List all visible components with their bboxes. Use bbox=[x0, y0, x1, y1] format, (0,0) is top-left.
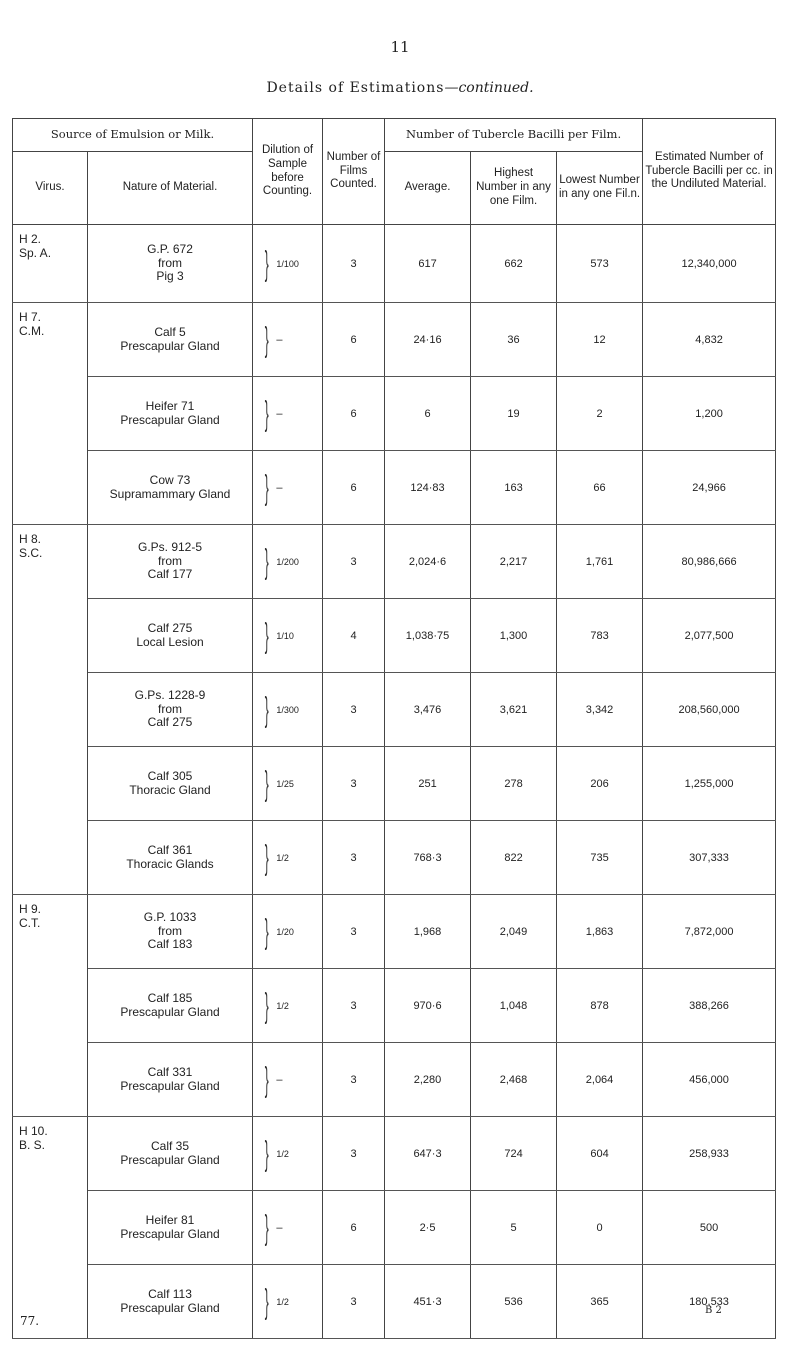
brace-icon: } bbox=[264, 616, 269, 655]
material-line: Prescapular Gland bbox=[120, 1152, 220, 1167]
material-cell bbox=[88, 525, 253, 599]
estimated-cell: 12,340,000 bbox=[643, 225, 776, 303]
films-cell: 6 bbox=[323, 451, 385, 525]
brace-icon: } bbox=[264, 764, 269, 803]
material-line: Calf 361 bbox=[147, 842, 193, 857]
virus-line: Sp. A. bbox=[19, 245, 52, 260]
dilution-cell bbox=[253, 821, 323, 895]
average-cell: 2,280 bbox=[385, 1043, 471, 1117]
dilution-value: 1/100 bbox=[276, 258, 299, 269]
estimated-cell: 4,832 bbox=[643, 303, 776, 377]
highest-cell: 278 bbox=[471, 747, 557, 821]
material-cell bbox=[88, 225, 253, 303]
dilution-value: – bbox=[276, 407, 283, 420]
table-row bbox=[13, 599, 776, 673]
brace-icon: } bbox=[264, 912, 269, 951]
brace-icon: } bbox=[264, 1208, 269, 1247]
dilution-value: 1/300 bbox=[276, 704, 299, 715]
virus-line: C.M. bbox=[19, 323, 45, 338]
virus-line: B. S. bbox=[19, 1137, 46, 1152]
material-cell bbox=[88, 747, 253, 821]
average-cell: 2·5 bbox=[385, 1191, 471, 1265]
material-cell bbox=[88, 377, 253, 451]
brace-icon: } bbox=[264, 320, 269, 359]
material-line: Thoracic Gland bbox=[129, 782, 211, 797]
virus-cell bbox=[13, 225, 88, 303]
brace-icon: } bbox=[264, 244, 269, 283]
brace-icon: } bbox=[264, 542, 269, 581]
material-line: Calf 5 bbox=[154, 324, 186, 339]
films-cell: 3 bbox=[323, 895, 385, 969]
material-line: Prescapular Gland bbox=[120, 1300, 220, 1315]
virus-line: H 9. bbox=[19, 902, 42, 916]
dilution-cell bbox=[253, 377, 323, 451]
material-cell bbox=[88, 969, 253, 1043]
title-main: Details of Estimations bbox=[266, 80, 445, 96]
brace-icon: } bbox=[264, 986, 269, 1025]
lowest-cell: 2 bbox=[557, 377, 643, 451]
material-cell bbox=[88, 451, 253, 525]
header-estimated: Estimated Number of Tubercle Bacilli per cc. in the Undiluted Material. bbox=[643, 119, 776, 225]
table-row bbox=[13, 969, 776, 1043]
table-row bbox=[13, 895, 776, 969]
films-cell: 6 bbox=[323, 377, 385, 451]
virus-line: C.T. bbox=[19, 915, 41, 930]
material-line: Prescapular Gland bbox=[120, 1226, 220, 1241]
average-cell: 647·3 bbox=[385, 1117, 471, 1191]
films-cell: 3 bbox=[323, 1265, 385, 1339]
table-row bbox=[13, 303, 776, 377]
lowest-cell: 604 bbox=[557, 1117, 643, 1191]
dilution-value: 1/20 bbox=[276, 926, 294, 937]
material-line: Calf 113 bbox=[148, 1286, 192, 1301]
material-cell bbox=[88, 599, 253, 673]
material-line: from bbox=[158, 553, 182, 568]
lowest-cell: 1,863 bbox=[557, 895, 643, 969]
highest-cell: 2,468 bbox=[471, 1043, 557, 1117]
header-average: Average. bbox=[385, 152, 471, 225]
material-cell bbox=[88, 303, 253, 377]
table-row bbox=[13, 225, 776, 303]
average-cell: 6 bbox=[385, 377, 471, 451]
header-films: Number of Films Counted. bbox=[323, 119, 385, 225]
films-cell: 6 bbox=[323, 1191, 385, 1265]
brace-icon: } bbox=[264, 1282, 269, 1321]
material-cell bbox=[88, 895, 253, 969]
highest-cell: 1,048 bbox=[471, 969, 557, 1043]
average-cell: 1,968 bbox=[385, 895, 471, 969]
material-cell bbox=[88, 1191, 253, 1265]
average-cell: 2,024·6 bbox=[385, 525, 471, 599]
table-row bbox=[13, 1265, 776, 1339]
dilution-cell bbox=[253, 747, 323, 821]
films-cell: 3 bbox=[323, 969, 385, 1043]
dilution-value: – bbox=[276, 1073, 283, 1086]
lowest-cell: 3,342 bbox=[557, 673, 643, 747]
lowest-cell: 783 bbox=[557, 599, 643, 673]
dilution-cell bbox=[253, 225, 323, 303]
lowest-cell: 573 bbox=[557, 225, 643, 303]
average-cell: 1,038·75 bbox=[385, 599, 471, 673]
material-line: Thoracic Glands bbox=[126, 856, 214, 871]
material-line: Pig 3 bbox=[156, 269, 184, 284]
material-line: Heifer 81 bbox=[145, 1212, 195, 1227]
dilution-value: – bbox=[276, 1221, 283, 1234]
brace-icon: } bbox=[264, 838, 269, 877]
material-cell bbox=[88, 1117, 253, 1191]
highest-cell: 3,621 bbox=[471, 673, 557, 747]
lowest-cell: 206 bbox=[557, 747, 643, 821]
title-continued: —continued. bbox=[444, 80, 534, 96]
material-line: Heifer 71 bbox=[145, 398, 195, 413]
brace-icon: } bbox=[264, 468, 269, 507]
material-line: Calf 177 bbox=[147, 567, 193, 582]
table-row bbox=[13, 673, 776, 747]
average-cell: 451·3 bbox=[385, 1265, 471, 1339]
table-row bbox=[13, 451, 776, 525]
table-row bbox=[13, 821, 776, 895]
header-lowest: Lowest Number in any one Fil.n. bbox=[557, 152, 643, 225]
table-row bbox=[13, 1043, 776, 1117]
estimated-cell: 1,255,000 bbox=[643, 747, 776, 821]
average-cell: 251 bbox=[385, 747, 471, 821]
virus-cell bbox=[13, 1117, 88, 1339]
films-cell: 4 bbox=[323, 599, 385, 673]
footer-left: 77. bbox=[20, 1314, 40, 1328]
films-cell: 3 bbox=[323, 1117, 385, 1191]
material-cell bbox=[88, 1265, 253, 1339]
highest-cell: 5 bbox=[471, 1191, 557, 1265]
material-cell bbox=[88, 1043, 253, 1117]
estimated-cell: 2,077,500 bbox=[643, 599, 776, 673]
material-cell bbox=[88, 673, 253, 747]
films-cell: 3 bbox=[323, 821, 385, 895]
films-cell: 3 bbox=[323, 673, 385, 747]
dilution-value: 1/10 bbox=[276, 630, 294, 641]
dilution-cell bbox=[253, 895, 323, 969]
dilution-cell bbox=[253, 673, 323, 747]
dilution-cell bbox=[253, 1191, 323, 1265]
highest-cell: 1,300 bbox=[471, 599, 557, 673]
page-title bbox=[0, 80, 800, 96]
dilution-value: 1/2 bbox=[276, 1296, 289, 1307]
dilution-value: – bbox=[276, 481, 283, 494]
average-cell: 3,476 bbox=[385, 673, 471, 747]
dilution-cell bbox=[253, 599, 323, 673]
table-row bbox=[13, 1191, 776, 1265]
estimated-cell: 7,872,000 bbox=[643, 895, 776, 969]
dilution-value: 1/25 bbox=[276, 778, 294, 789]
table-row bbox=[13, 525, 776, 599]
highest-cell: 163 bbox=[471, 451, 557, 525]
films-cell: 3 bbox=[323, 525, 385, 599]
brace-icon: } bbox=[264, 394, 269, 433]
header-virus: Virus. bbox=[13, 152, 88, 225]
estimated-cell: 388,266 bbox=[643, 969, 776, 1043]
material-line: from bbox=[158, 923, 182, 938]
virus-line: H 8. bbox=[19, 532, 42, 546]
material-line: Calf 331 bbox=[147, 1064, 193, 1079]
average-cell: 24·16 bbox=[385, 303, 471, 377]
material-line: G.P. 1033 bbox=[143, 909, 197, 924]
estimated-cell: 1,200 bbox=[643, 377, 776, 451]
page-number: 11 bbox=[390, 38, 410, 56]
material-line: Calf 275 bbox=[147, 715, 193, 730]
films-cell: 3 bbox=[323, 225, 385, 303]
films-cell: 3 bbox=[323, 747, 385, 821]
header-highest: Highest Number in any one Film. bbox=[471, 152, 557, 225]
lowest-cell: 66 bbox=[557, 451, 643, 525]
average-cell: 617 bbox=[385, 225, 471, 303]
header-source: Source of Emulsion or Milk. bbox=[13, 119, 253, 152]
highest-cell: 724 bbox=[471, 1117, 557, 1191]
highest-cell: 822 bbox=[471, 821, 557, 895]
material-line: Local Lesion bbox=[136, 634, 204, 649]
estimated-cell: 180,533 bbox=[643, 1265, 776, 1339]
dilution-cell bbox=[253, 1117, 323, 1191]
estimated-cell: 307,333 bbox=[643, 821, 776, 895]
material-line: Cow 73 bbox=[149, 472, 191, 487]
dilution-value: 1/2 bbox=[276, 1148, 289, 1159]
brace-icon: } bbox=[264, 1134, 269, 1173]
table-row bbox=[13, 377, 776, 451]
virus-cell bbox=[13, 525, 88, 895]
dilution-cell bbox=[253, 525, 323, 599]
material-line: Calf 305 bbox=[147, 768, 193, 783]
average-cell: 768·3 bbox=[385, 821, 471, 895]
table-row bbox=[13, 747, 776, 821]
lowest-cell: 2,064 bbox=[557, 1043, 643, 1117]
average-cell: 970·6 bbox=[385, 969, 471, 1043]
dilution-cell bbox=[253, 303, 323, 377]
material-line: Calf 35 bbox=[150, 1138, 190, 1153]
films-cell: 3 bbox=[323, 1043, 385, 1117]
virus-cell bbox=[13, 303, 88, 525]
material-line: G.Ps. 912-5 bbox=[137, 539, 203, 554]
material-line: Calf 275 bbox=[147, 620, 193, 635]
brace-icon: } bbox=[264, 1060, 269, 1099]
virus-line: H 2. bbox=[19, 232, 42, 246]
table-body bbox=[13, 225, 776, 1339]
estimated-cell: 456,000 bbox=[643, 1043, 776, 1117]
virus-line: H 7. bbox=[19, 310, 42, 324]
lowest-cell: 878 bbox=[557, 969, 643, 1043]
material-line: from bbox=[158, 701, 182, 716]
estimated-cell: 24,966 bbox=[643, 451, 776, 525]
highest-cell: 2,217 bbox=[471, 525, 557, 599]
estimations-table bbox=[12, 118, 776, 1339]
dilution-cell bbox=[253, 1265, 323, 1339]
highest-cell: 662 bbox=[471, 225, 557, 303]
dilution-cell bbox=[253, 1043, 323, 1117]
lowest-cell: 1,761 bbox=[557, 525, 643, 599]
material-line: Calf 183 bbox=[147, 937, 193, 952]
lowest-cell: 735 bbox=[557, 821, 643, 895]
dilution-value: 1/2 bbox=[276, 1000, 289, 1011]
dilution-value: – bbox=[276, 333, 283, 346]
lowest-cell: 0 bbox=[557, 1191, 643, 1265]
material-line: G.P. 672 bbox=[147, 241, 193, 256]
dilution-value: 1/2 bbox=[276, 852, 289, 863]
estimated-cell: 80,986,666 bbox=[643, 525, 776, 599]
virus-cell bbox=[13, 895, 88, 1117]
films-cell: 6 bbox=[323, 303, 385, 377]
material-line: Prescapular Gland bbox=[120, 1078, 220, 1093]
material-line: Prescapular Gland bbox=[120, 338, 220, 353]
virus-line: S.C. bbox=[19, 545, 43, 560]
material-line: Prescapular Gland bbox=[120, 1004, 220, 1019]
estimated-cell: 500 bbox=[643, 1191, 776, 1265]
average-cell: 124·83 bbox=[385, 451, 471, 525]
material-line: Calf 185 bbox=[147, 990, 193, 1005]
dilution-cell bbox=[253, 451, 323, 525]
highest-cell: 536 bbox=[471, 1265, 557, 1339]
lowest-cell: 365 bbox=[557, 1265, 643, 1339]
virus-line: H 10. bbox=[19, 1124, 48, 1138]
highest-cell: 19 bbox=[471, 377, 557, 451]
header-material: Nature of Material. bbox=[88, 152, 253, 225]
estimated-cell: 258,933 bbox=[643, 1117, 776, 1191]
dilution-cell bbox=[253, 969, 323, 1043]
footer-signature: B 2 bbox=[705, 1305, 722, 1316]
brace-icon: } bbox=[264, 690, 269, 729]
header-bacilli-group: Number of Tubercle Bacilli per Film. bbox=[385, 119, 643, 152]
lowest-cell: 12 bbox=[557, 303, 643, 377]
material-line: Supramammary Gland bbox=[109, 486, 231, 501]
header-dilution: Dilution of Sample before Counting. bbox=[253, 119, 323, 225]
highest-cell: 36 bbox=[471, 303, 557, 377]
material-line: from bbox=[158, 255, 182, 270]
highest-cell: 2,049 bbox=[471, 895, 557, 969]
material-line: G.Ps. 1228-9 bbox=[134, 687, 206, 702]
table-row bbox=[13, 1117, 776, 1191]
material-line: Prescapular Gland bbox=[120, 412, 220, 427]
estimated-cell: 208,560,000 bbox=[643, 673, 776, 747]
dilution-value: 1/200 bbox=[276, 556, 299, 567]
material-cell bbox=[88, 821, 253, 895]
